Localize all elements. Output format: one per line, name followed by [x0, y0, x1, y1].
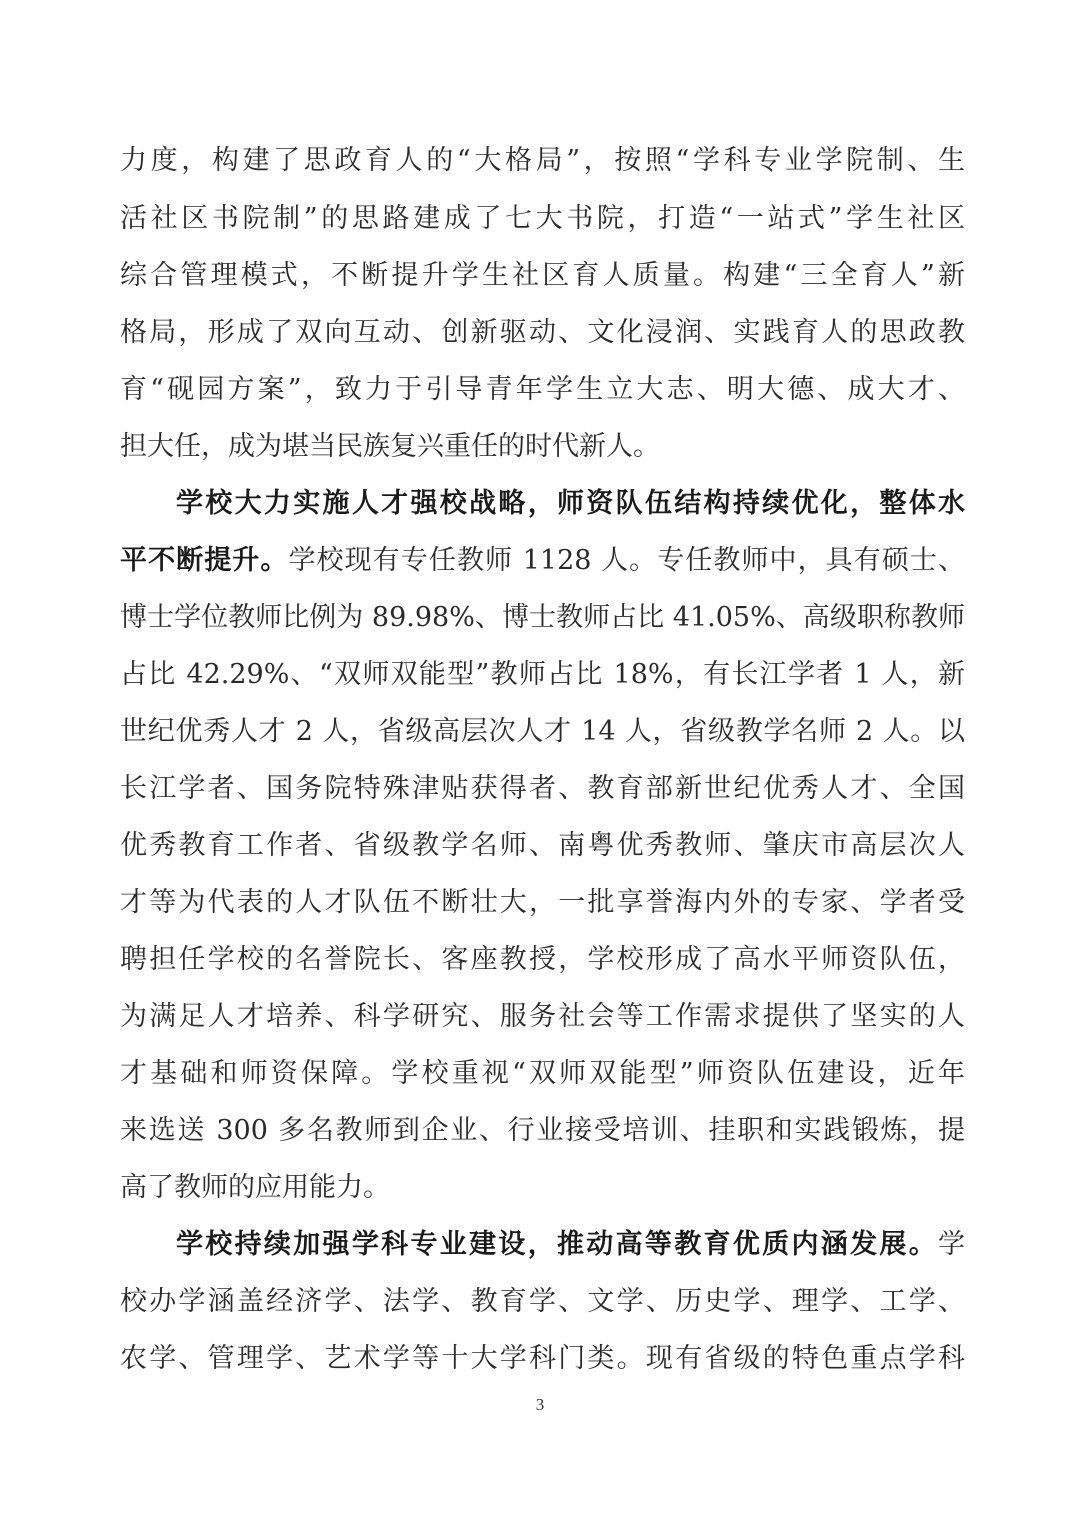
text-line: 世纪优秀人才 2 人，省级高层次人才 14 人，省级教学名师 2 人。以: [120, 716, 965, 747]
text-line: 为满足人才培养、科学研究、服务社会等工作需求提供了坚实的人: [120, 1001, 965, 1032]
paragraph-heading-line: [176, 1225, 965, 1265]
text-line: 农学、管理学、艺术学等十大学科门类。现有省级的特色重点学科: [120, 1343, 965, 1374]
text-line: 高了教师的应用能力。: [120, 1172, 390, 1203]
text-run: 学校现有专任教师 1128 人。专任教师中，具有硕士、: [288, 545, 965, 576]
text-line: [120, 541, 965, 581]
page-number: 3: [535, 1395, 545, 1414]
bold-lead-text: 学校持续加强学科专业建设，推动高等教育优质内涵发展。: [176, 1229, 938, 1260]
text-line: 长江学者、国务院特殊津贴获得者、教育部新世纪优秀人才、全国: [120, 773, 965, 804]
text-run: 学: [938, 1229, 965, 1260]
bold-lead-text: 平不断提升。: [120, 545, 289, 576]
text-line: 才基础和师资保障。学校重视“双师双能型”师资队伍建设，近年: [120, 1058, 965, 1089]
text-line: 校办学涵盖经济学、法学、教育学、文学、历史学、理学、工学、: [120, 1286, 965, 1317]
text-line: 活社区书院制”的思路建成了七大书院，打造“一站式”学生社区: [120, 203, 965, 234]
paragraph-heading-line: [176, 484, 965, 524]
text-line: 格局，形成了双向互动、创新驱动、文化浸润、实践育人的思政教: [120, 317, 965, 348]
text-line: 优秀教育工作者、省级教学名师、南粤优秀教师、肇庆市高层次人: [120, 830, 965, 861]
text-line: 育“砚园方案”，致力于引导青年学生立大志、明大德、成大才、: [120, 374, 965, 405]
text-line: 占比 42.29%、“双师双能型”教师占比 18%，有长江学者 1 人，新: [120, 659, 965, 690]
text-line: 博士学位教师比例为 89.98%、博士教师占比 41.05%、高级职称教师: [120, 602, 965, 633]
text-line: 才等为代表的人才队伍不断壮大，一批享誉海内外的专家、学者受: [120, 887, 965, 918]
text-line: 担大任，成为堪当民族复兴重任的时代新人。: [120, 431, 660, 462]
bold-lead-text: 学校大力实施人才强校战略，师资队伍结构持续优化，整体水: [176, 488, 965, 519]
text-line: 综合管理模式，不断提升学生社区育人质量。构建“三全育人”新: [120, 260, 965, 291]
text-line: 来选送 300 多名教师到企业、行业接受培训、挂职和实践锻炼，提: [120, 1115, 965, 1146]
text-line: 力度，构建了思政育人的“大格局”，按照“学科专业学院制、生: [120, 145, 965, 176]
text-line: 聘担任学校的名誉院长、客座教授，学校形成了高水平师资队伍，: [120, 944, 965, 975]
